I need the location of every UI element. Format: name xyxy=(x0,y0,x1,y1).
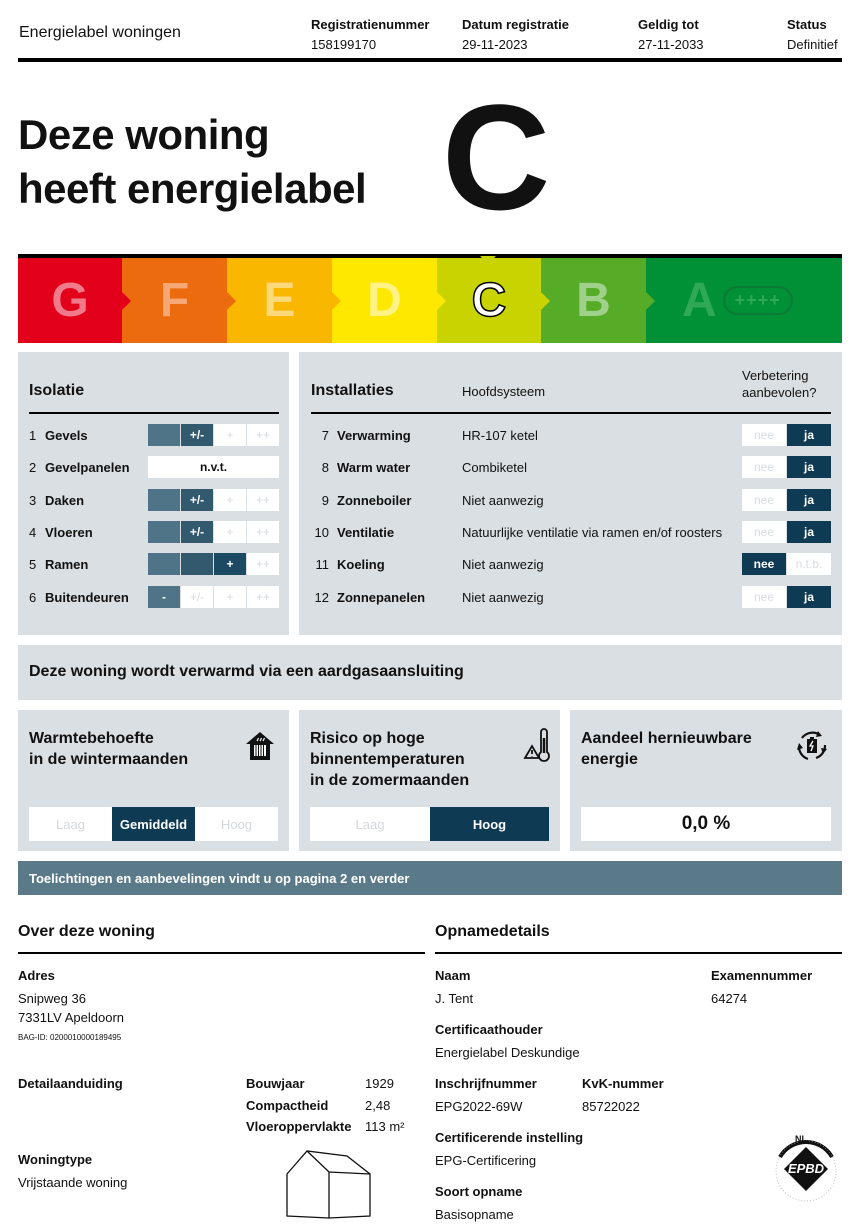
improve-no: nee xyxy=(742,424,786,446)
bag-id: BAG-ID: 0200010000189495 xyxy=(18,1033,122,1042)
improve-yes: ja xyxy=(787,424,831,446)
scale-cell-plus: + xyxy=(214,489,246,511)
scale-cell-plusminus: +/- xyxy=(181,489,213,511)
installation-row-ventilatie: 10 Ventilatie xyxy=(314,524,395,540)
exam-number-label: Examennummer xyxy=(711,968,813,983)
address-line-1: Snipweg 36 xyxy=(18,991,86,1006)
renewable-energy-icon xyxy=(794,728,830,764)
scale-cell-plusminus: +/- xyxy=(181,424,213,446)
improve-no: nee xyxy=(742,521,786,543)
scale-cell-plusplus: ++ xyxy=(247,489,279,511)
detail-label: Detailaanduiding xyxy=(18,1076,123,1091)
system-value: Natuurlijke ventilatie via ramen en/of roosters xyxy=(462,524,723,540)
thermometer-warning-icon xyxy=(523,728,551,764)
certifying-body-label: Certificerende instelling xyxy=(435,1130,584,1145)
svg-text:NL: NL xyxy=(795,1134,807,1144)
improve-no: nee xyxy=(742,489,786,511)
overheating-risk-high: Hoog xyxy=(430,807,549,841)
overheating-risk-title: Risico op hoge binnentemperaturen in de zomermaanden xyxy=(310,730,470,789)
about-home-title: Over deze woning xyxy=(18,923,155,940)
certificate-holder-value: Energielabel Deskundige xyxy=(435,1045,580,1060)
heat-demand-low: Laag xyxy=(29,807,112,841)
installation-row-zonneboiler: 9 Zonneboiler xyxy=(321,492,412,508)
installation-row-verwarming: 7 Verwarming xyxy=(321,427,411,443)
scale-cell-minus xyxy=(148,424,180,446)
improve-yes: ja xyxy=(787,456,831,478)
registration-value: EPG2022-69W xyxy=(435,1099,523,1114)
label-segment-d: D xyxy=(332,258,437,343)
renewable-share-title: Aandeel hernieuwbare energie xyxy=(581,730,752,768)
system-value: Niet aanwezig xyxy=(462,556,544,572)
document-title: Energielabel woningen xyxy=(19,24,181,41)
isolation-divider xyxy=(29,412,279,414)
heat-demand-high: Hoog xyxy=(195,807,278,841)
home-type-value: Vrijstaande woning xyxy=(18,1175,128,1190)
certifying-body-value: EPG-Certificering xyxy=(435,1153,537,1168)
house-radiator-icon xyxy=(244,730,276,762)
exam-number-value: 64274 xyxy=(711,991,748,1006)
isolation-row-daken: 3 Daken xyxy=(29,492,85,508)
build-year-label: Bouwjaar xyxy=(246,1076,305,1091)
kvk-label: KvK-nummer xyxy=(582,1076,664,1091)
installation-row-warm-water: 8 Warm water xyxy=(321,459,411,475)
label-segment-a: A ++++ xyxy=(646,258,842,343)
isolation-row-gevelpanelen: 2 Gevelpanelen xyxy=(29,459,130,475)
heat-demand-card xyxy=(18,710,289,851)
certificate-holder-label: Certificaathouder xyxy=(435,1022,543,1037)
scale-cell-nvt: n.v.t. xyxy=(148,456,279,478)
floor-area-value: 113 m² xyxy=(365,1119,405,1134)
scale-cell-plus: + xyxy=(214,521,246,543)
heat-demand-title: Warmtebehoefte in de wintermaanden xyxy=(29,730,189,768)
name-label: Naam xyxy=(435,968,471,983)
scale-cell-plus: + xyxy=(214,586,246,608)
overheating-risk-low: Laag xyxy=(310,807,430,841)
isolation-panel xyxy=(18,352,289,635)
label-segment-g: G xyxy=(18,258,122,343)
installations-title: Installaties xyxy=(311,382,394,399)
label-segment-b: B xyxy=(541,258,646,343)
system-value: Niet aanwezig xyxy=(462,492,544,508)
status: Status Definitief xyxy=(787,17,838,52)
registration-date: Datum registratie 29-11-2023 xyxy=(462,17,569,52)
epbd-logo: NL EPBD xyxy=(770,1133,842,1205)
scale-cell-plus: + xyxy=(214,424,246,446)
survey-details-title: Opnamedetails xyxy=(435,923,550,940)
isolation-row-vloeren: 4 Vloeren xyxy=(29,524,93,540)
header-divider xyxy=(18,58,842,62)
improve-no: nee xyxy=(742,586,786,608)
column-header-improvement: Verbetering aanbevolen? xyxy=(742,368,817,400)
scale-cell-plusminus: +/- xyxy=(181,521,213,543)
kvk-value: 85722022 xyxy=(582,1099,640,1114)
installations-divider xyxy=(311,412,831,414)
installation-row-koeling: 11 Koeling xyxy=(315,556,385,572)
isolation-row-gevels: 1 Gevels xyxy=(29,427,88,443)
energy-label-scale xyxy=(18,258,842,343)
heat-demand-medium: Gemiddeld xyxy=(112,807,195,841)
about-home-divider xyxy=(18,952,425,954)
improve-yes: ja xyxy=(787,521,831,543)
address-label: Adres xyxy=(18,968,55,983)
improve-yes: ja xyxy=(787,586,831,608)
hero-heading: Deze woning heeft energielabel xyxy=(18,111,367,212)
isolation-row-buitendeuren: 6 Buitendeuren xyxy=(29,589,129,605)
build-year-value: 1929 xyxy=(365,1076,394,1091)
label-segment-f: F xyxy=(122,258,227,343)
label-segment-e: E xyxy=(227,258,332,343)
heating-source-note: Deze woning wordt verwarmd via een aardgasaansluiting xyxy=(18,645,842,700)
improve-ntb: n.t.b. xyxy=(787,553,831,575)
floor-area-label: Vloeroppervlakte xyxy=(246,1119,352,1134)
column-header-system: Hoofdsysteem xyxy=(462,384,546,399)
improve-no: nee xyxy=(742,456,786,478)
system-value: Niet aanwezig xyxy=(462,589,544,605)
registration-number: Registratienummer 158199170 xyxy=(311,17,430,52)
scale-cell-minus xyxy=(148,489,180,511)
scale-cell-plusplus: ++ xyxy=(247,586,279,608)
compactness-label: Compactheid xyxy=(246,1098,329,1113)
survey-details-divider xyxy=(435,952,842,954)
scale-cell-minus xyxy=(148,521,180,543)
renewable-share-value: 0,0 % xyxy=(581,807,831,841)
isolation-row-ramen: 5 Ramen xyxy=(29,556,89,572)
scale-cell-plus: + xyxy=(214,553,246,575)
improve-no: nee xyxy=(742,553,786,575)
installations-panel xyxy=(299,352,842,635)
scale-cell-plusminus: +/- xyxy=(181,586,213,608)
label-segment-c-active: C xyxy=(437,258,541,343)
overheating-risk-card xyxy=(299,710,560,851)
renewable-share-card xyxy=(570,710,842,851)
system-value: Combiketel xyxy=(462,459,528,475)
survey-type-label: Soort opname xyxy=(435,1184,523,1199)
scale-cell-plusplus: ++ xyxy=(247,521,279,543)
scale-cell-plusplus: ++ xyxy=(247,424,279,446)
label-a-plus-badge: ++++ xyxy=(723,286,793,315)
improve-yes: ja xyxy=(787,489,831,511)
registration-label: Inschrijfnummer xyxy=(435,1076,537,1091)
explanation-banner: Toelichtingen en aanbevelingen vindt u op pagina 2 en verder xyxy=(18,861,842,895)
isolation-title: Isolatie xyxy=(29,382,85,399)
valid-until: Geldig tot 27-11-2033 xyxy=(638,17,704,52)
name-value: J. Tent xyxy=(435,991,474,1006)
scale-cell-minus xyxy=(148,553,180,575)
energy-label-letter: C xyxy=(442,73,551,241)
system-value: HR-107 ketel xyxy=(462,427,538,443)
compactness-value: 2,48 xyxy=(365,1098,391,1113)
scale-cell-minus: - xyxy=(148,586,180,608)
survey-type-value: Basisopname xyxy=(435,1207,514,1222)
installation-row-zonnepanelen: 12 Zonnepanelen xyxy=(314,589,426,605)
detached-house-icon xyxy=(284,1148,374,1220)
scale-cell-plusplus: ++ xyxy=(247,553,279,575)
address-line-2: 7331LV Apeldoorn xyxy=(18,1010,125,1025)
pointer-fill xyxy=(480,256,496,264)
scale-cell-plusminus xyxy=(181,553,213,575)
home-type-label: Woningtype xyxy=(18,1152,93,1167)
